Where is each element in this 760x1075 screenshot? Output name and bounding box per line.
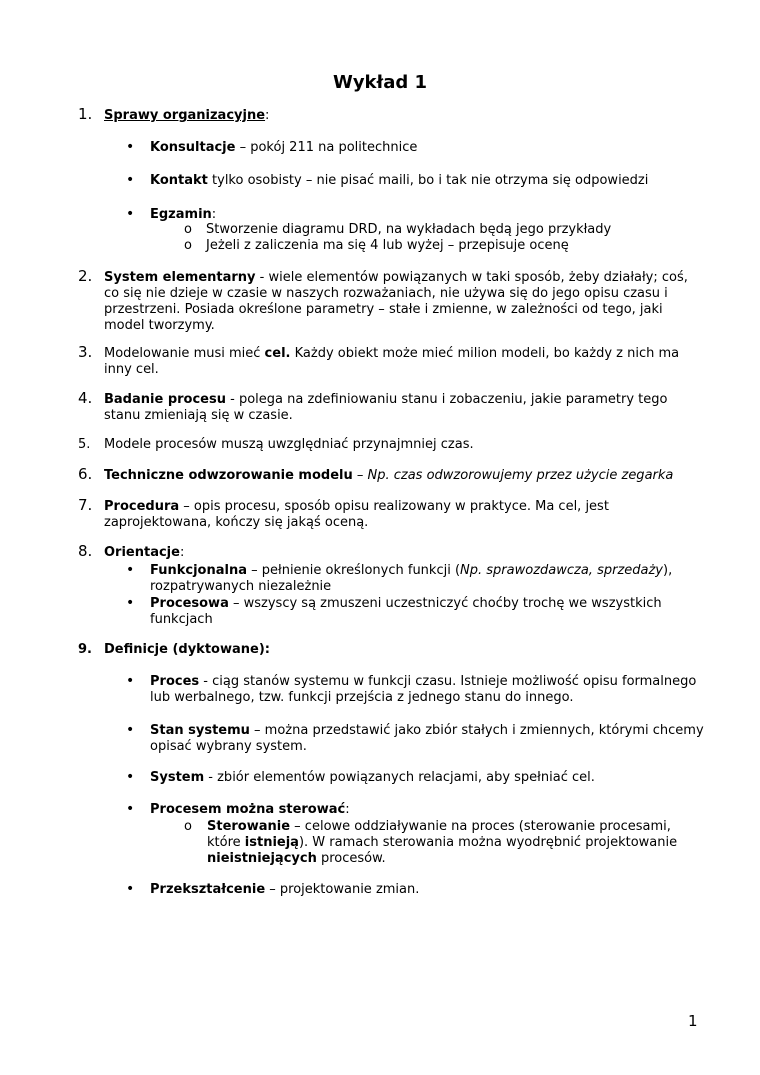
- bullet-icon: •: [126, 172, 135, 188]
- list-number: 3.: [78, 343, 93, 361]
- bullet-icon: •: [126, 206, 135, 222]
- list-item: Funkcjonalna – pełnienie określonych funkcji (Np. sprawozdawcza, sprzedaży), rozpatrywanych niezależnie: [150, 563, 673, 594]
- sub-list-item: Jeżeli z zaliczenia ma się 4 lub wyżej – przepisuje ocenę: [206, 238, 569, 253]
- list-number: 9.: [78, 642, 92, 657]
- list-item: Procesowa – wszyscy są zmuszeni uczestniczyć choćby trochę we wszystkich funkcjach: [150, 596, 662, 627]
- list-item: Modele procesów muszą uwzględniać przynajmniej czas.: [104, 437, 474, 452]
- list-number: 4.: [78, 389, 93, 407]
- sub-list-item: Sterowanie – celowe oddziaływanie na proces (sterowanie procesami, które istnieją). W ramach sterowania można wyodrębnić projektowanie nieistniejących procesów.: [207, 819, 678, 866]
- section-heading: Sprawy organizacyjne:: [104, 108, 270, 123]
- list-number: 5.: [78, 437, 91, 452]
- bullet-icon: •: [126, 881, 135, 897]
- bullet-icon: •: [126, 673, 135, 689]
- list-item: Proces - ciąg stanów systemu w funkcji czasu. Istnieje możliwość opisu formalnego lub werbalnego, tzw. funkcji przejścia z jednego stanu do innego.: [150, 674, 697, 705]
- sub-list-item: Stworzenie diagramu DRD, na wykładach będą jego przykłady: [206, 222, 612, 237]
- list-number: 8.: [78, 542, 93, 560]
- sub-bullet-icon: o: [184, 222, 192, 237]
- list-item: Przekształcenie – projektowanie zmian.: [150, 882, 420, 897]
- section-heading: Orientacje:: [104, 545, 185, 560]
- bullet-icon: •: [126, 769, 135, 785]
- list-item: Konsultacje – pokój 211 na politechnice: [150, 140, 418, 155]
- list-number: 6.: [78, 465, 93, 483]
- sub-bullet-icon: o: [184, 238, 192, 253]
- list-item: Stan systemu – można przedstawić jako zbiór stałych i zmiennych, którymi chcemy opisać wybrany system.: [150, 723, 704, 754]
- list-number: 1.: [78, 105, 93, 123]
- list-item: Modelowanie musi mieć cel. Każdy obiekt może mieć milion modeli, bo każdy z nich ma inny cel.: [104, 346, 680, 377]
- bullet-icon: •: [126, 722, 135, 738]
- list-item: Badanie procesu - polega na zdefiniowaniu stanu i zobaczeniu, jakie parametry tego stanu zmieniają się w czasie.: [104, 392, 668, 423]
- section-heading: Definicje (dyktowane):: [104, 642, 270, 657]
- list-item: System elementarny - wiele elementów powiązanych w taki sposób, żeby działały; coś, co się nie dzieje w czasie w naszych rozważaniach, nie używa się do jego opisu czasu i przestrzeni. Posiada określone parametry – stałe i zmienne, w zależności od tego, jaki model tworzymy.: [104, 270, 688, 333]
- list-number: 7.: [78, 496, 93, 514]
- sub-bullet-icon: o: [184, 819, 192, 834]
- page-number: 1: [688, 1012, 698, 1030]
- bullet-icon: •: [126, 562, 135, 578]
- list-item: Egzamin:: [150, 207, 217, 222]
- list-item: Kontakt tylko osobisty – nie pisać maili, bo i tak nie otrzyma się odpowiedzi: [150, 173, 649, 188]
- bullet-icon: •: [126, 801, 135, 817]
- bullet-icon: •: [126, 595, 135, 611]
- page-title: Wykład 1: [332, 72, 428, 93]
- bullet-icon: •: [126, 139, 135, 155]
- list-item: Procedura – opis procesu, sposób opisu realizowany w praktyce. Ma cel, jest zaprojektowana, kończy się jakąś oceną.: [104, 499, 609, 530]
- list-item: Procesem można sterować:: [150, 802, 350, 817]
- list-number: 2.: [78, 267, 93, 285]
- list-item: Techniczne odwzorowanie modelu – Np. czas odwzorowujemy przez użycie zegarka: [104, 468, 674, 483]
- list-item: System - zbiór elementów powiązanych relacjami, aby spełniać cel.: [150, 770, 595, 785]
